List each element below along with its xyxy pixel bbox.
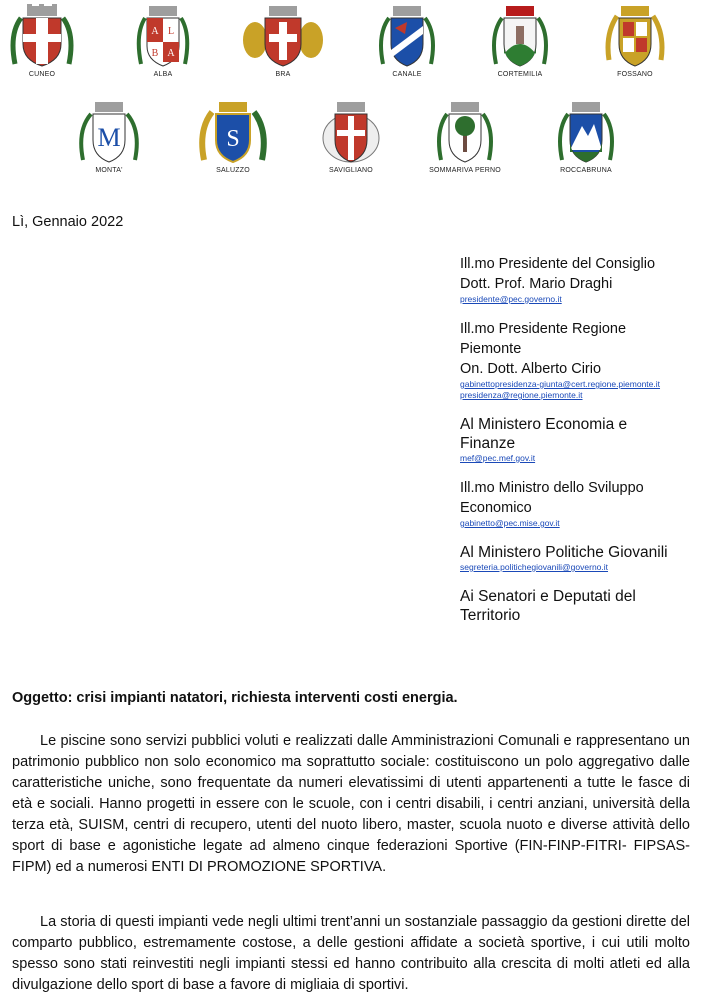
crest-canale: [362, 4, 452, 78]
crest-cortemilia: [475, 4, 565, 78]
crest-label: CANALE: [392, 71, 422, 78]
crest-roccabruna: [541, 100, 631, 174]
monta-coat-of-arms-icon: [77, 100, 141, 164]
recipient-email-link[interactable]: presidente@pec.governo.it: [460, 294, 562, 304]
crest-monta: [64, 100, 154, 174]
crest-label: ALBA: [153, 71, 173, 78]
recipient-line: Economico: [460, 500, 532, 516]
recipient-email-link[interactable]: gabinettopresidenza-giunta@cert.regione.piemonte.it: [460, 379, 661, 389]
crest-label: SOMMARIVA PERNO: [429, 167, 501, 174]
recipient-line: Territorio: [460, 607, 521, 624]
recipient-line: Dott. Prof. Mario Draghi: [460, 276, 613, 292]
crest-saluzzo: [188, 100, 278, 174]
recipient-prime-minister: [460, 254, 710, 305]
recipient-email-link[interactable]: presidenza@regione.piemonte.it: [460, 390, 583, 400]
crest-label: SAVIGLIANO: [329, 167, 373, 174]
crest-label: MONTA': [95, 167, 123, 174]
recipient-line: Piemonte: [460, 341, 522, 357]
letter-date: Lì, Gennaio 2022: [12, 214, 124, 230]
crest-label: CORTEMILIA: [497, 71, 543, 78]
cuneo-coat-of-arms-icon: [7, 4, 77, 68]
crest-cuneo: [0, 4, 87, 78]
crest-label: BRA: [275, 71, 291, 78]
recipient-line: Ill.mo Presidente Regione: [460, 321, 627, 337]
crest-savigliano: [306, 100, 396, 174]
recipient-line: Ill.mo Ministro dello Sviluppo: [460, 480, 644, 496]
crest-bra: [238, 4, 328, 78]
body-paragraph: La storia di questi impianti vede negli ultimi trent’anni un sostanziale passaggio da gestioni dirette del comparto pubblico, estremamente costose, a delle gestioni affidate a società sportive, i cui utili molto spesso sono stati reinvestiti negli impianti stessi ed hanno contribuito alla crescita di molti atleti ed alla divulgazione dello sport di base a favore di migliaia di sportivi.: [12, 914, 690, 993]
recipient-line: Ai Senatori e Deputati del: [460, 588, 636, 605]
fossano-coat-of-arms-icon: [605, 4, 665, 68]
crest-label: CUNEO: [28, 71, 56, 78]
recipient-senators-deputies: [460, 587, 710, 625]
recipient-email-link[interactable]: mef@pec.mef.gov.it: [460, 453, 536, 463]
canale-coat-of-arms-icon: [377, 4, 437, 68]
recipient-line: On. Dott. Alberto Cirio: [460, 361, 602, 377]
letter-subject: Oggetto: crisi impianti natatori, richiesta interventi costi energia.: [12, 690, 458, 706]
recipient-email-link[interactable]: segreteria.politichegiovanili@governo.it: [460, 562, 609, 572]
recipient-line: Al Ministero Economia e: [460, 416, 628, 433]
crest-label: ROCCABRUNA: [560, 167, 612, 174]
body-paragraph: Le piscine sono servizi pubblici voluti e realizzati dalle Amministrazioni Comunali e rappresentano un patrimonio pubblico non solo economico ma soprattutto sociale: costituiscono un polo aggregativo dalle caratteristiche uniche, sono frequentate da numeri elevatissimi di utenti appartenenti a tutte le fasce di età e sociali. Hanno progetti in essere con le scuole, con i centri disabili, i centri anziani, università della terza età, SUISM, centri di recupero, utenti del nuoto libero, master, scuola nuoto e diverse attività dello sport di base e agonistiche legate ad almeno cinque federazioni Sportive (FIN-FINP-FITRI- FIPSAS-FIPM) ed a numerosi ENTI DI PROMOZIONE SPORTIVA.: [12, 733, 690, 875]
alba-coat-of-arms-icon: [135, 4, 191, 68]
svg-text:L: L: [167, 26, 175, 37]
savigliano-coat-of-arms-icon: [319, 100, 383, 164]
crest-label: SALUZZO: [216, 167, 250, 174]
roccabruna-coat-of-arms-icon: [556, 100, 616, 164]
bra-coat-of-arms-icon: [243, 4, 323, 68]
recipients-block: [460, 254, 710, 639]
crest-sommariva-perno: [420, 100, 510, 174]
recipient-line: Finanze: [460, 435, 516, 452]
recipient-email-link[interactable]: gabinetto@pec.mise.gov.it: [460, 518, 560, 528]
recipient-economic-development-minister: [460, 478, 710, 529]
saluzzo-coat-of-arms-icon: [198, 100, 268, 164]
crest-fossano: [590, 4, 680, 78]
svg-text:A: A: [167, 48, 175, 59]
recipient-region-president: [460, 319, 710, 401]
saluzzo-letter: S: [226, 126, 240, 152]
svg-text:B: B: [151, 48, 159, 59]
recipient-line: Ill.mo Presidente del Consiglio: [460, 256, 656, 272]
recipient-youth-policies-ministry: [460, 543, 710, 573]
recipient-line: Al Ministero Politiche Giovanili: [460, 544, 668, 561]
monta-letter: M: [97, 123, 121, 152]
cortemilia-coat-of-arms-icon: [490, 4, 550, 68]
crest-label: FOSSANO: [617, 71, 653, 78]
sommariva-perno-coat-of-arms-icon: [435, 100, 495, 164]
crest-alba: [118, 4, 208, 78]
recipient-economy-ministry: [460, 415, 710, 464]
svg-text:A: A: [151, 26, 159, 37]
